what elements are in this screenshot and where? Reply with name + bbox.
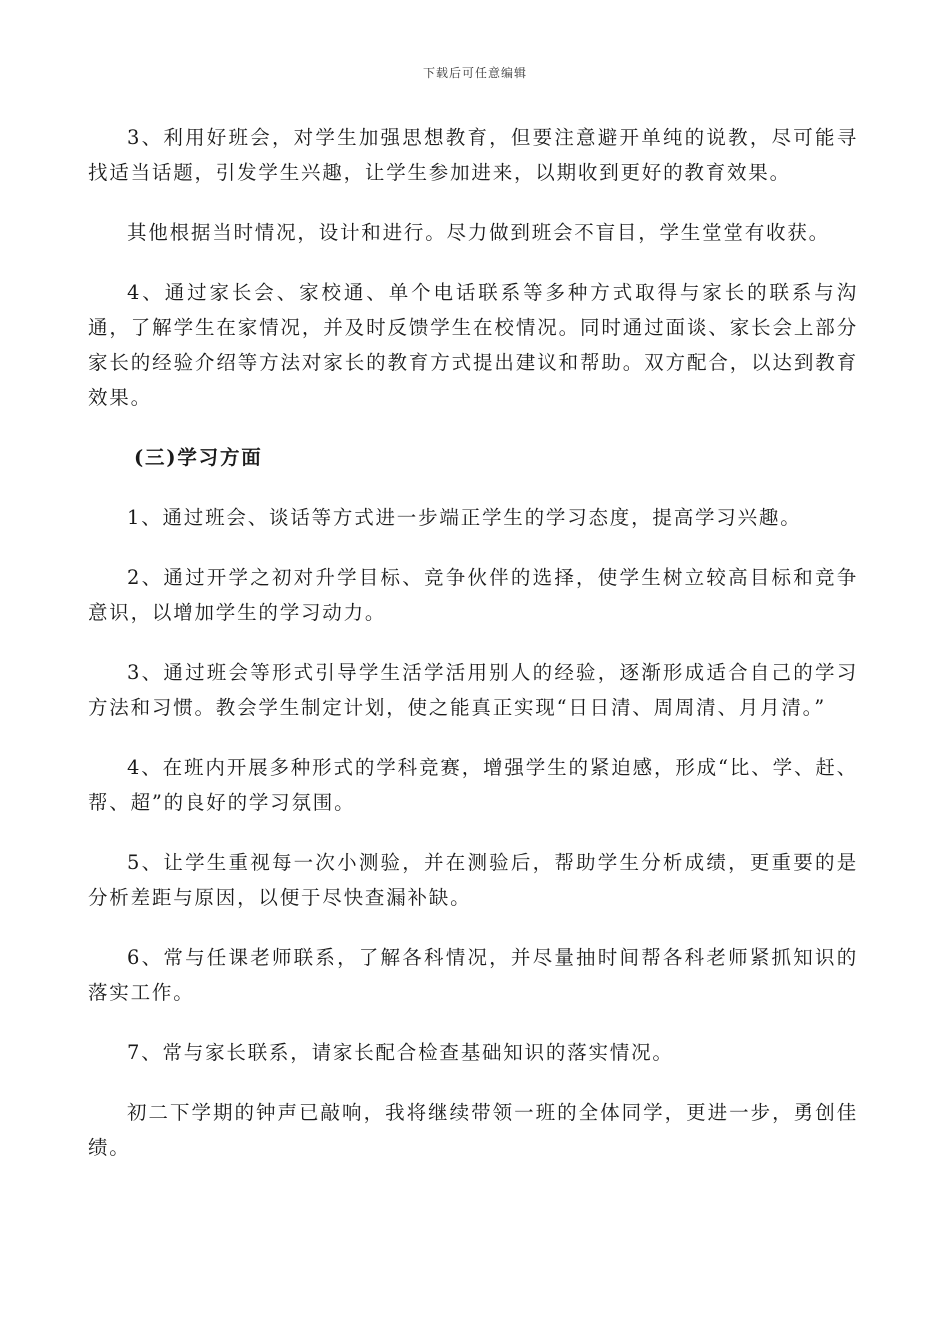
study-item-1: 1、通过班会、谈话等方式进一步端正学生的学习态度，提高学习兴趣。 [127, 506, 802, 529]
document-body [88, 120, 858, 1190]
paragraph-class-meeting: 3、利用好班会，对学生加强思想教育，但要注意避开单纯的说教，尽可能寻找适当话题，引发学生兴趣，让学生参加进来，以期收到更好的教育效果。 [88, 126, 858, 184]
closing-paragraph: 初二下学期的钟声已敲响，我将继续带领一班的全体同学，更进一步，勇创佳绩。 [88, 1101, 858, 1159]
section-heading-study: (三)学习方面 [134, 446, 263, 469]
study-item-4: 4、在班内开展多种形式的学科竞赛，增强学生的紧迫感，形成“比、学、赶、帮、超”的良好的学习氛围。 [88, 756, 858, 814]
study-item-2: 2、通过开学之初对升学目标、竞争伙伴的选择，使学生树立较高目标和竞争意识，以增加学生的学习动力。 [88, 566, 858, 624]
study-item-3: 3、通过班会等形式引导学生活学活用别人的经验，逐渐形成适合自己的学习方法和习惯。教会学生制定计划，使之能真正实现“日日清、周周清、月月清。” [88, 661, 858, 719]
study-item-5: 5、让学生重视每一次小测验，并在测验后，帮助学生分析成绩，更重要的是分析差距与原因，以便于尽快查漏补缺。 [88, 851, 858, 909]
paragraph-class-meeting-other: 其他根据当时情况，设计和进行。尽力做到班会不盲目，学生堂堂有收获。 [127, 221, 830, 244]
study-item-6: 6、常与任课老师联系，了解各科情况，并尽量抽时间帮各科老师紧抓知识的落实工作。 [88, 946, 858, 1004]
paragraph-parent-communication: 4、通过家长会、家校通、单个电话联系等多种方式取得与家长的联系与沟通，了解学生在家情况，并及时反馈学生在校情况。同时通过面谈、家长会上部分家长的经验介绍等方法对家长的教育方式提出建议和帮助。双方配合，以达到教育效果。 [88, 281, 858, 409]
page-header: 下载后可任意编辑 [422, 66, 527, 80]
study-item-7: 7、常与家长联系，请家长配合检查基础知识的落实情况。 [127, 1041, 674, 1064]
